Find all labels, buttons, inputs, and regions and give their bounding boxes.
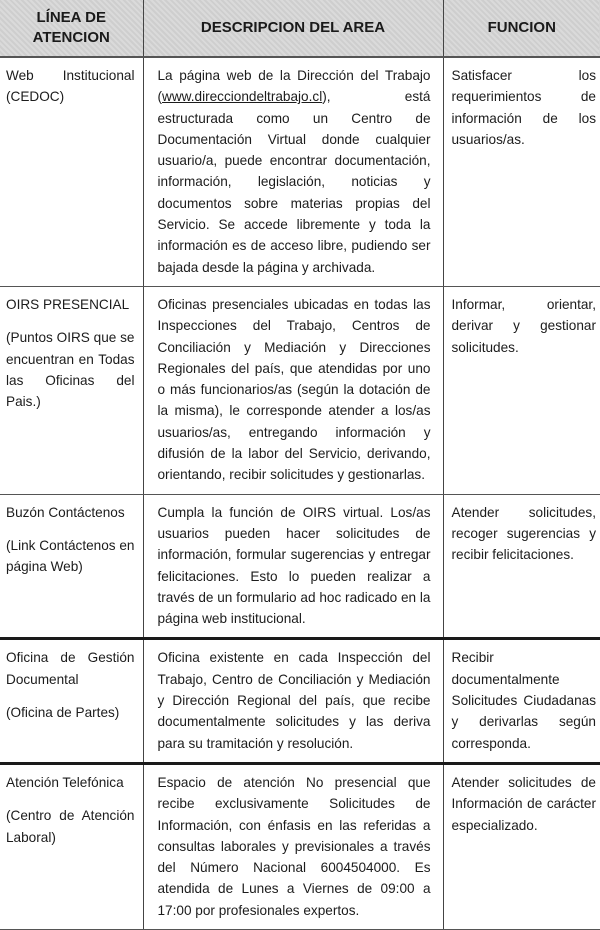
table-header-row — [0, 0, 600, 57]
cell-funcion: Satisfacer los requerimientos de información de los usuarios/as. — [443, 57, 600, 286]
header-linea-de-atencion: LÍNEA DE ATENCION — [0, 0, 143, 57]
table-row — [0, 57, 600, 286]
cell-funcion: Informar, orientar, derivar y gestionar solicitudes. — [443, 286, 600, 494]
table-row — [0, 763, 600, 929]
table-row — [0, 286, 600, 494]
table-row — [0, 639, 600, 763]
linea-title: Buzón Contáctenos — [6, 504, 125, 520]
website-link[interactable]: www.direcciondeltrabajo.cl — [162, 89, 323, 105]
cell-descripcion: Cumpla la función de OIRS virtual. Los/as usuarios pueden hacer solicitudes de información, formular sugerencias y entregar felicitaciones. Esto lo pueden realizar a través de un formulario ad hoc radicado en la página web institucional. — [143, 494, 443, 639]
cell-linea — [0, 286, 143, 494]
linea-subtitle: (Puntos OIRS que se encuentran en Todas las Oficinas del Pais.) — [6, 330, 135, 410]
cell-descripcion — [143, 57, 443, 286]
linea-subtitle: (Link Contáctenos en página Web) — [6, 537, 135, 575]
linea-title: Web Institucional (CEDOC) — [6, 68, 135, 105]
cell-descripcion: Oficina existente en cada Inspección del Trabajo, Centro de Conciliación y Mediación y Dirección Regional del país, que recibe documentalmente solicitudes y las deriva para su tramitación y resolución. — [143, 639, 443, 763]
header-funcion: FUNCION — [443, 0, 600, 57]
header-descripcion-del-area: DESCRIPCION DEL AREA — [143, 0, 443, 57]
descripcion-text-pre: La página web de la Dirección del Trabajo ( — [157, 68, 431, 105]
linea-subtitle: (Centro de Atención Laboral) — [6, 808, 135, 845]
cell-funcion: Atender solicitudes de Información de carácter especializado. — [443, 763, 600, 929]
cell-funcion: Atender solicitudes, recoger sugerencias y recibir felicitaciones. — [443, 494, 600, 639]
table-row — [0, 494, 600, 639]
linea-title: Atención Telefónica — [6, 774, 124, 790]
cell-linea — [0, 639, 143, 763]
cell-funcion: Recibir documentalmente Solicitudes Ciudadanas y derivarlas según corresponda. — [443, 639, 600, 763]
linea-subtitle: (Oficina de Partes) — [6, 705, 120, 721]
cell-descripcion: Oficinas presenciales ubicadas en todas las Inspecciones del Trabajo, Centros de Conciliación y Mediación y Direcciones Regionales del país, que atendidas por uno o más funcionarios/as (según la dotación de la misma), le corresponde atender a los/as usuarios/as, entregando información y difusión de la labor del Servicio, derivando, orientando, recibir solicitudes y gestionarlas. — [143, 286, 443, 494]
cell-descripcion: Espacio de atención No presencial que recibe exclusivamente Solicitudes de Información, con énfasis en las referidas a consultas laborales y previsionales a través del Número Nacional 6004504000. Es atendida de Lunes a Viernes de 09:00 a 17:00 por profesionales expertos. — [143, 763, 443, 929]
linea-title: OIRS PRESENCIAL — [6, 296, 130, 312]
cell-linea — [0, 494, 143, 639]
descripcion-text-post: ), está estructurada como un Centro de Documentación Virtual donde cualquier usuario/a, puede encontrar documentación, información, legislación, noticias y documentos sobre materias propias del Servicio. Se accede libremente y toda la información es de acceso libre, pudiendo ser bajada desde la página y archivada. — [157, 89, 431, 275]
linea-title: Oficina de Gestión Documental — [6, 650, 135, 687]
cell-linea — [0, 763, 143, 929]
cell-linea — [0, 57, 143, 286]
